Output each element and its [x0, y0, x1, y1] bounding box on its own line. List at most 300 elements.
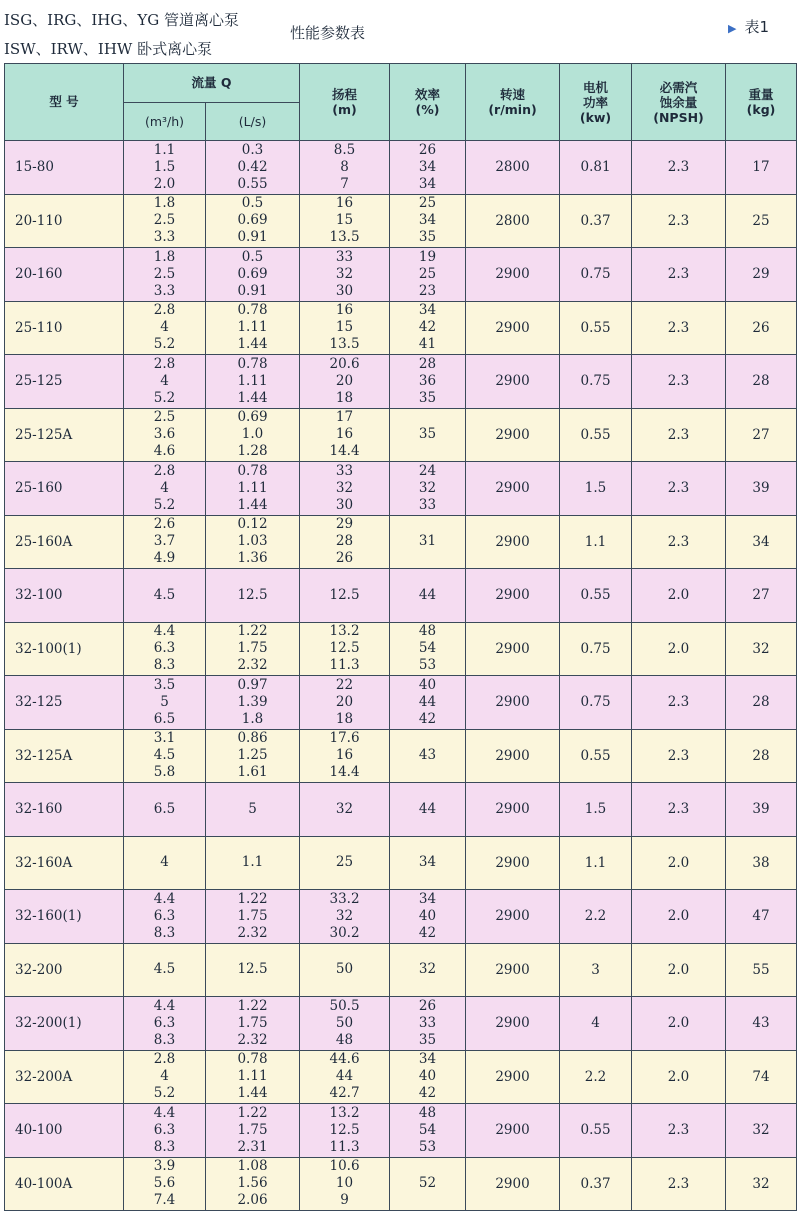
flow-ls-cell-value: 2.32: [237, 657, 268, 674]
header-model: 型 号: [5, 64, 124, 141]
motor-power-cell: 2.2: [560, 1050, 632, 1104]
flow-m3h-cell-value: 4.9: [153, 550, 176, 567]
model-cell: 25-125: [5, 355, 124, 409]
efficiency-cell-value: 25: [418, 195, 437, 212]
speed-cell: 2900: [466, 569, 560, 623]
triangle-arrow-icon: ▶: [728, 22, 737, 35]
efficiency-cell-value: 54: [418, 1121, 437, 1138]
speed-cell: 2900: [466, 997, 560, 1051]
weight-cell: 32: [726, 622, 797, 676]
flow-ls-cell-value: 1.22: [237, 890, 268, 907]
model-cell: 32-200A: [5, 1050, 124, 1104]
weight-cell: 43: [726, 997, 797, 1051]
efficiency-cell-value: 32: [418, 961, 437, 978]
flow-m3h-cell-value: 4: [160, 479, 169, 496]
weight-cell: 26: [726, 301, 797, 355]
efficiency-cell-value: 28: [418, 355, 437, 372]
header-motor-power: [560, 64, 632, 141]
head-cell-value: 18: [335, 710, 354, 727]
flow-ls-cell: [206, 943, 300, 997]
flow-m3h-cell-value: 2.8: [153, 1051, 176, 1068]
speed-cell: 2900: [466, 462, 560, 516]
flow-ls-cell: [206, 569, 300, 623]
head-cell-value: 7: [340, 175, 349, 192]
efficiency-cell-value: 40: [418, 907, 437, 924]
npsh-cell: 2.3: [632, 515, 726, 569]
head-cell: [300, 729, 390, 783]
header-weight-unit: (kg): [746, 102, 776, 117]
head-cell-value: 12.5: [329, 586, 360, 603]
header-weight: [726, 64, 797, 141]
efficiency-cell-value: 23: [418, 282, 437, 299]
motor-power-cell: 0.55: [560, 1104, 632, 1158]
flow-ls-cell-value: 1.03: [237, 533, 268, 550]
head-cell-value: 16: [335, 747, 354, 764]
head-cell-value: 33: [335, 248, 354, 265]
flow-ls-cell-value: 0.78: [237, 1051, 268, 1068]
efficiency-cell-value: 34: [418, 854, 437, 871]
flow-ls-cell: [206, 462, 300, 516]
motor-power-cell: 0.55: [560, 301, 632, 355]
head-cell-value: 44.6: [329, 1051, 360, 1068]
performance-table: [4, 63, 797, 1211]
flow-m3h-cell-value: 4: [160, 319, 169, 336]
flow-m3h-cell: [124, 729, 206, 783]
head-cell-value: 26: [335, 550, 354, 567]
flow-ls-cell-value: 0.5: [241, 248, 264, 265]
flow-ls-cell-value: 1.22: [237, 997, 268, 1014]
efficiency-cell-value: 35: [418, 389, 437, 406]
table-row: [5, 997, 797, 1051]
efficiency-cell-value: 44: [418, 586, 437, 603]
efficiency-cell-value: 44: [418, 693, 437, 710]
flow-m3h-cell: [124, 462, 206, 516]
npsh-cell: 2.3: [632, 141, 726, 195]
model-cell: 32-100: [5, 569, 124, 623]
speed-cell: 2900: [466, 943, 560, 997]
efficiency-cell-value: 42: [418, 1085, 437, 1102]
flow-m3h-cell: [124, 515, 206, 569]
flow-m3h-cell-value: 4.4: [153, 890, 176, 907]
weight-cell: 38: [726, 836, 797, 890]
efficiency-cell-value: 52: [418, 1175, 437, 1192]
weight-cell: 27: [726, 569, 797, 623]
efficiency-cell: [390, 1104, 466, 1158]
flow-m3h-cell-value: 3.5: [153, 676, 176, 693]
model-cell: 25-160A: [5, 515, 124, 569]
flow-ls-cell: [206, 1050, 300, 1104]
flow-ls-cell: [206, 301, 300, 355]
head-cell-value: 30: [335, 282, 354, 299]
header-npsh-line2: 蚀余量: [659, 94, 698, 110]
flow-ls-cell-value: 1.0: [241, 426, 264, 443]
motor-power-cell: 1.1: [560, 836, 632, 890]
flow-m3h-cell-value: 5: [160, 693, 169, 710]
head-cell-value: 17: [335, 409, 354, 426]
model-cell: 25-110: [5, 301, 124, 355]
flow-m3h-cell-value: 2.6: [153, 516, 176, 533]
flow-m3h-cell-value: 3.9: [153, 1158, 176, 1175]
motor-power-cell: 0.55: [560, 729, 632, 783]
efficiency-cell-value: 35: [418, 229, 437, 246]
head-cell-value: 32: [335, 907, 354, 924]
motor-power-cell: 0.75: [560, 355, 632, 409]
model-cell: 32-160(1): [5, 890, 124, 944]
flow-ls-cell-value: 1.08: [237, 1158, 268, 1175]
flow-m3h-cell-value: 4: [160, 1068, 169, 1085]
efficiency-cell: [390, 1050, 466, 1104]
motor-power-cell: 0.37: [560, 194, 632, 248]
model-cell: 32-200: [5, 943, 124, 997]
flow-ls-cell-value: 0.86: [237, 730, 268, 747]
speed-cell: 2900: [466, 1157, 560, 1211]
head-cell-value: 12.5: [329, 1121, 360, 1138]
model-cell: 20-160: [5, 248, 124, 302]
flow-m3h-cell-value: 6.3: [153, 1014, 176, 1031]
flow-m3h-cell-value: 8.3: [153, 924, 176, 941]
header-head-label: 扬程: [332, 87, 358, 102]
flow-ls-cell: [206, 676, 300, 730]
weight-cell: 55: [726, 943, 797, 997]
head-cell: [300, 997, 390, 1051]
header-npsh: [632, 64, 726, 141]
head-cell: [300, 676, 390, 730]
efficiency-cell: [390, 248, 466, 302]
flow-m3h-cell-value: 2.5: [153, 265, 176, 282]
flow-ls-cell-value: 12.5: [237, 961, 268, 978]
table-row: [5, 355, 797, 409]
head-cell-value: 15: [335, 212, 354, 229]
table-row: [5, 729, 797, 783]
flow-ls-cell-value: 0.78: [237, 302, 268, 319]
table-row: [5, 783, 797, 837]
npsh-cell: 2.0: [632, 943, 726, 997]
flow-ls-cell-value: 1.44: [237, 389, 268, 406]
flow-m3h-cell-value: 4.5: [153, 747, 176, 764]
efficiency-cell-value: 35: [418, 426, 437, 443]
flow-m3h-cell: [124, 943, 206, 997]
flow-ls-cell: [206, 1104, 300, 1158]
efficiency-cell: [390, 729, 466, 783]
model-cell: 32-160: [5, 783, 124, 837]
efficiency-cell-value: 53: [418, 1138, 437, 1155]
motor-power-cell: 1.1: [560, 515, 632, 569]
head-cell-value: 44: [335, 1068, 354, 1085]
flow-m3h-cell: [124, 890, 206, 944]
flow-m3h-cell: [124, 1157, 206, 1211]
efficiency-cell-value: 44: [418, 800, 437, 817]
weight-cell: 28: [726, 355, 797, 409]
model-cell: 25-125A: [5, 408, 124, 462]
efficiency-cell-value: 26: [418, 997, 437, 1014]
head-cell-value: 42.7: [329, 1085, 360, 1102]
flow-m3h-cell-value: 2.8: [153, 302, 176, 319]
flow-ls-cell-value: 0.42: [237, 158, 268, 175]
efficiency-cell-value: 40: [418, 1068, 437, 1085]
weight-cell: 39: [726, 783, 797, 837]
weight-cell: 32: [726, 1104, 797, 1158]
npsh-cell: 2.3: [632, 408, 726, 462]
speed-cell: 2900: [466, 408, 560, 462]
flow-ls-cell-value: 1.22: [237, 623, 268, 640]
efficiency-cell-value: 33: [418, 1014, 437, 1031]
flow-ls-cell-value: 0.91: [237, 282, 268, 299]
flow-m3h-cell: [124, 194, 206, 248]
speed-cell: 2900: [466, 355, 560, 409]
flow-m3h-cell-value: 4.6: [153, 443, 176, 460]
speed-cell: 2900: [466, 890, 560, 944]
head-cell-value: 11.3: [329, 1138, 360, 1155]
efficiency-cell-value: 34: [418, 890, 437, 907]
efficiency-cell-value: 34: [418, 302, 437, 319]
table-row: [5, 301, 797, 355]
flow-ls-cell-value: 1.39: [237, 693, 268, 710]
head-cell-value: 30: [335, 496, 354, 513]
flow-m3h-cell-value: 3.1: [153, 730, 176, 747]
flow-ls-cell-value: 1.22: [237, 1104, 268, 1121]
table-row: [5, 462, 797, 516]
flow-m3h-cell-value: 5.2: [153, 336, 176, 353]
flow-m3h-cell: [124, 248, 206, 302]
header-efficiency: [390, 64, 466, 141]
head-cell-value: 32: [335, 479, 354, 496]
head-cell-value: 50: [335, 961, 354, 978]
flow-m3h-cell-value: 4: [160, 854, 169, 871]
flow-ls-cell-value: 2.06: [237, 1192, 268, 1209]
efficiency-cell-value: 25: [418, 265, 437, 282]
flow-m3h-cell-value: 4: [160, 372, 169, 389]
model-cell: 32-200(1): [5, 997, 124, 1051]
motor-power-cell: 1.5: [560, 783, 632, 837]
head-cell: [300, 1104, 390, 1158]
efficiency-cell: [390, 515, 466, 569]
flow-ls-cell-value: 1.75: [237, 1121, 268, 1138]
speed-cell: 2900: [466, 1104, 560, 1158]
npsh-cell: 2.3: [632, 462, 726, 516]
table-title: 性能参数表: [290, 24, 366, 42]
head-cell: [300, 248, 390, 302]
header-power-line2: 功率: [583, 94, 609, 110]
head-cell: [300, 355, 390, 409]
head-cell: [300, 1050, 390, 1104]
flow-m3h-cell-value: 2.8: [153, 355, 176, 372]
motor-power-cell: 0.55: [560, 569, 632, 623]
table-row: [5, 943, 797, 997]
flow-m3h-cell-value: 1.1: [153, 141, 176, 158]
flow-ls-cell: [206, 141, 300, 195]
flow-m3h-cell: [124, 676, 206, 730]
flow-ls-cell: [206, 515, 300, 569]
efficiency-cell-value: 54: [418, 640, 437, 657]
table-row: [5, 194, 797, 248]
motor-power-cell: 0.75: [560, 622, 632, 676]
flow-m3h-cell-value: 1.8: [153, 195, 176, 212]
speed-cell: 2900: [466, 515, 560, 569]
npsh-cell: 2.3: [632, 1104, 726, 1158]
flow-ls-cell: [206, 622, 300, 676]
flow-m3h-cell-value: 3.3: [153, 282, 176, 299]
flow-ls-cell-value: 0.69: [237, 265, 268, 282]
motor-power-cell: 0.75: [560, 676, 632, 730]
flow-m3h-cell-value: 2.8: [153, 462, 176, 479]
speed-cell: 2900: [466, 676, 560, 730]
flow-ls-cell-value: 1.36: [237, 550, 268, 567]
npsh-cell: 2.0: [632, 997, 726, 1051]
flow-m3h-cell-value: 1.8: [153, 248, 176, 265]
model-cell: 25-160: [5, 462, 124, 516]
npsh-cell: 2.3: [632, 729, 726, 783]
efficiency-cell-value: 31: [418, 533, 437, 550]
flow-ls-cell-value: 1.75: [237, 1014, 268, 1031]
flow-ls-cell-value: 2.32: [237, 924, 268, 941]
header-head-unit: (m): [332, 102, 357, 117]
efficiency-cell: [390, 783, 466, 837]
weight-cell: 74: [726, 1050, 797, 1104]
head-cell-value: 16: [335, 302, 354, 319]
head-cell: [300, 622, 390, 676]
table-row: [5, 1157, 797, 1211]
flow-ls-cell: [206, 408, 300, 462]
flow-ls-cell-value: 1.75: [237, 907, 268, 924]
flow-ls-cell-value: 1.61: [237, 764, 268, 781]
efficiency-cell: [390, 1157, 466, 1211]
head-cell-value: 50.5: [329, 997, 360, 1014]
header-power-line1: 电机: [583, 79, 609, 95]
weight-cell: 25: [726, 194, 797, 248]
npsh-cell: 2.0: [632, 569, 726, 623]
weight-cell: 17: [726, 141, 797, 195]
model-cell: 40-100: [5, 1104, 124, 1158]
motor-power-cell: 0.37: [560, 1157, 632, 1211]
weight-cell: 29: [726, 248, 797, 302]
efficiency-cell: [390, 301, 466, 355]
motor-power-cell: 2.2: [560, 890, 632, 944]
head-cell: [300, 1157, 390, 1211]
head-cell-value: 13.5: [329, 336, 360, 353]
flow-ls-cell-value: 5: [248, 800, 257, 817]
flow-ls-cell-value: 0.12: [237, 516, 268, 533]
header-speed-label: 转速: [500, 87, 526, 102]
speed-cell: 2800: [466, 141, 560, 195]
head-cell-value: 13.5: [329, 229, 360, 246]
flow-m3h-cell: [124, 355, 206, 409]
model-cell: 32-125A: [5, 729, 124, 783]
header-head: [300, 64, 390, 141]
efficiency-cell-value: 41: [418, 336, 437, 353]
efficiency-cell-value: 34: [418, 1051, 437, 1068]
npsh-cell: 2.3: [632, 355, 726, 409]
efficiency-cell: [390, 836, 466, 890]
weight-cell: 47: [726, 890, 797, 944]
efficiency-cell: [390, 997, 466, 1051]
flow-m3h-cell-value: 4.4: [153, 1104, 176, 1121]
speed-cell: 2900: [466, 783, 560, 837]
flow-m3h-cell-value: 8.3: [153, 657, 176, 674]
header-flow-m3h: (m³/h): [124, 103, 206, 141]
weight-cell: 34: [726, 515, 797, 569]
flow-ls-cell-value: 0.97: [237, 676, 268, 693]
efficiency-cell-value: 34: [418, 175, 437, 192]
flow-ls-cell-value: 0.78: [237, 355, 268, 372]
head-cell-value: 25: [335, 854, 354, 871]
efficiency-cell-value: 42: [418, 710, 437, 727]
motor-power-cell: 0.75: [560, 248, 632, 302]
head-cell: [300, 301, 390, 355]
flow-m3h-cell-value: 5.2: [153, 389, 176, 406]
table-row: [5, 569, 797, 623]
flow-ls-cell-value: 1.11: [237, 1068, 268, 1085]
efficiency-cell-value: 36: [418, 372, 437, 389]
flow-m3h-cell: [124, 783, 206, 837]
speed-cell: 2900: [466, 1050, 560, 1104]
flow-ls-cell-value: 12.5: [237, 586, 268, 603]
efficiency-cell-value: 34: [418, 158, 437, 175]
table-row: [5, 676, 797, 730]
efficiency-cell-value: 48: [418, 1104, 437, 1121]
flow-m3h-cell: [124, 836, 206, 890]
flow-ls-cell-value: 0.69: [237, 212, 268, 229]
flow-m3h-cell-value: 4.5: [153, 961, 176, 978]
head-cell: [300, 408, 390, 462]
head-cell-value: 50: [335, 1014, 354, 1031]
flow-m3h-cell-value: 3.3: [153, 229, 176, 246]
header-weight-label: 重量: [748, 87, 774, 102]
flow-ls-cell: [206, 194, 300, 248]
efficiency-cell: [390, 462, 466, 516]
efficiency-cell-value: 35: [418, 1031, 437, 1048]
efficiency-cell: [390, 355, 466, 409]
npsh-cell: 2.0: [632, 890, 726, 944]
header-power-unit: (kw): [579, 109, 612, 125]
flow-ls-cell-value: 1.56: [237, 1175, 268, 1192]
head-cell-value: 32: [335, 800, 354, 817]
flow-m3h-cell: [124, 408, 206, 462]
flow-m3h-cell: [124, 1050, 206, 1104]
flow-m3h-cell-value: 4.4: [153, 623, 176, 640]
flow-m3h-cell: [124, 997, 206, 1051]
table-row: [5, 890, 797, 944]
efficiency-cell-value: 26: [418, 141, 437, 158]
head-cell-value: 10: [335, 1175, 354, 1192]
flow-ls-cell-value: 1.11: [237, 479, 268, 496]
head-cell-value: 16: [335, 426, 354, 443]
table-row: [5, 622, 797, 676]
flow-m3h-cell: [124, 1104, 206, 1158]
flow-m3h-cell: [124, 622, 206, 676]
npsh-cell: 2.0: [632, 836, 726, 890]
flow-ls-cell-value: 0.91: [237, 229, 268, 246]
table-number: [728, 16, 769, 37]
flow-ls-cell-value: 1.75: [237, 640, 268, 657]
efficiency-cell-value: 19: [418, 248, 437, 265]
speed-cell: 2800: [466, 194, 560, 248]
efficiency-cell-value: 34: [418, 212, 437, 229]
head-cell-value: 14.4: [329, 443, 360, 460]
flow-ls-cell: [206, 997, 300, 1051]
speed-cell: 2900: [466, 301, 560, 355]
head-cell-value: 12.5: [329, 640, 360, 657]
efficiency-cell-value: 24: [418, 462, 437, 479]
efficiency-cell-value: 53: [418, 657, 437, 674]
head-cell-value: 8: [340, 158, 349, 175]
head-cell-value: 11.3: [329, 657, 360, 674]
head-cell: [300, 783, 390, 837]
head-cell-value: 17.6: [329, 730, 360, 747]
head-cell-value: 48: [335, 1031, 354, 1048]
header-flow: 流量 Q: [124, 64, 300, 103]
flow-m3h-cell: [124, 141, 206, 195]
table-body: [5, 141, 797, 1211]
